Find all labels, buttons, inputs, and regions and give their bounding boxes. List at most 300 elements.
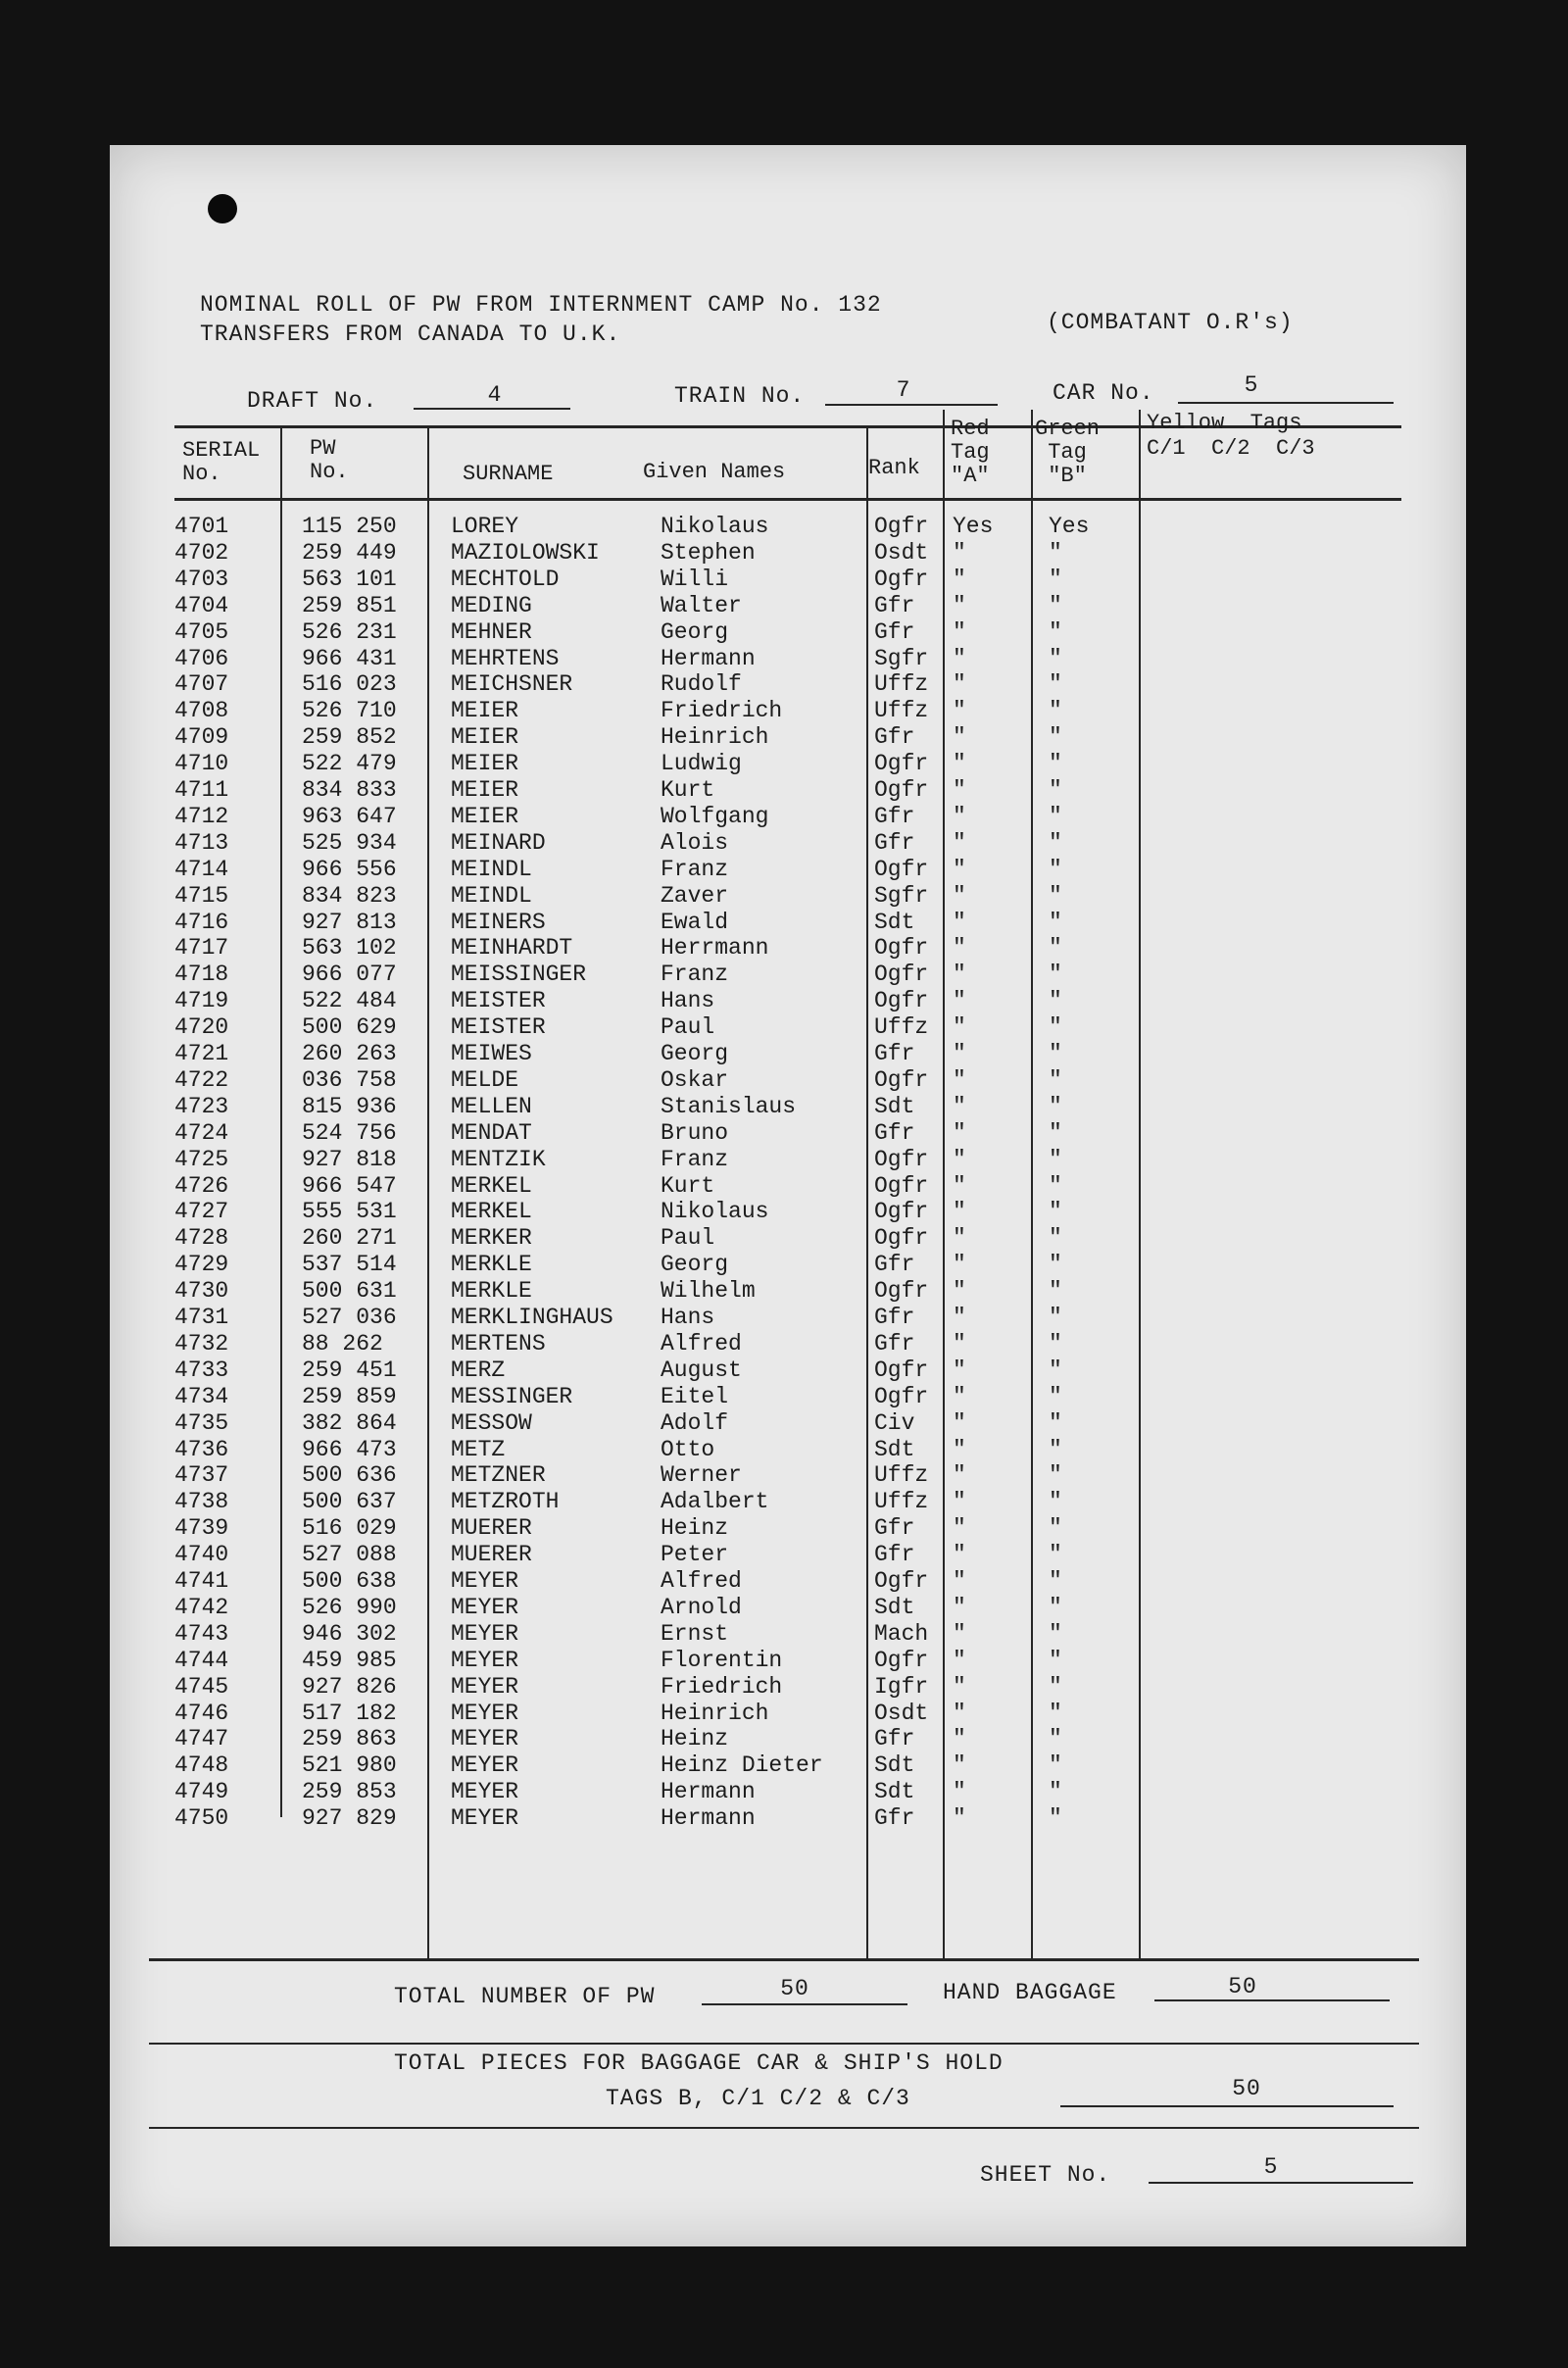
table-row bbox=[110, 1726, 1466, 1752]
rank-cell: Mach bbox=[874, 1620, 929, 1647]
green-tag-cell: " bbox=[1049, 1146, 1062, 1172]
surname-cell: MAZIOLOWSKI bbox=[451, 539, 600, 566]
col-header-yellow-sub: C/1 C/2 C/3 bbox=[1147, 436, 1315, 461]
rank-cell: Uffz bbox=[874, 1014, 929, 1041]
table-row bbox=[110, 698, 1466, 724]
table-row bbox=[110, 935, 1466, 962]
serial-cell: 4715 bbox=[174, 882, 229, 909]
given-names-cell: Eitel bbox=[661, 1383, 729, 1409]
table-row bbox=[110, 1515, 1466, 1542]
rank-cell: Gfr bbox=[874, 724, 915, 751]
sheet-label: SHEET No. bbox=[980, 2162, 1111, 2188]
pw-number-cell: 382 864 bbox=[302, 1409, 397, 1436]
green-tag-cell: " bbox=[1049, 1620, 1062, 1647]
pw-number-cell: 815 936 bbox=[302, 1093, 397, 1119]
red-tag-cell: " bbox=[953, 1330, 966, 1357]
table-row bbox=[110, 1805, 1466, 1832]
table-row bbox=[110, 619, 1466, 646]
given-names-cell: Peter bbox=[661, 1542, 729, 1568]
pw-number-cell: 927 813 bbox=[302, 909, 397, 935]
draft-label: DRAFT No. bbox=[247, 388, 378, 414]
surname-cell: MEYER bbox=[451, 1805, 519, 1832]
given-names-cell: Adolf bbox=[661, 1409, 729, 1436]
table-row bbox=[110, 1225, 1466, 1252]
given-names-cell: Walter bbox=[661, 592, 742, 618]
surname-cell: MEHNER bbox=[451, 618, 532, 645]
given-names-cell: August bbox=[661, 1357, 742, 1383]
table-row bbox=[110, 1621, 1466, 1648]
surname-cell: MERTENS bbox=[451, 1330, 546, 1357]
green-tag-cell: " bbox=[1049, 1357, 1062, 1383]
col-header-rank: Rank bbox=[868, 456, 920, 480]
pw-number-cell: 260 263 bbox=[302, 1041, 397, 1066]
given-names-cell: Georg bbox=[661, 1041, 729, 1066]
surname-cell: MEINDL bbox=[451, 882, 532, 909]
col-header-yellow-tags: Yellow Tags bbox=[1147, 411, 1302, 435]
red-tag-cell: " bbox=[953, 1014, 966, 1041]
table-row bbox=[110, 540, 1466, 567]
table-row bbox=[110, 857, 1466, 883]
total-pieces-label: TOTAL PIECES FOR BAGGAGE CAR & SHIP'S HOLD bbox=[394, 2050, 1004, 2076]
green-tag-cell: " bbox=[1049, 1515, 1062, 1542]
serial-cell: 4721 bbox=[174, 1041, 229, 1066]
serial-cell: 4746 bbox=[174, 1700, 229, 1726]
given-names-cell: Kurt bbox=[661, 1172, 715, 1199]
rank-cell: Gfr bbox=[874, 592, 915, 618]
surname-cell: MEIER bbox=[451, 751, 519, 777]
serial-cell: 4706 bbox=[174, 645, 229, 671]
rank-cell: Sgfr bbox=[874, 645, 929, 671]
rank-cell: Gfr bbox=[874, 1330, 915, 1357]
red-tag-cell: " bbox=[953, 1805, 966, 1832]
green-tag-cell: " bbox=[1049, 1199, 1062, 1225]
given-names-cell: Ludwig bbox=[661, 751, 742, 777]
surname-cell: MELDE bbox=[451, 1066, 519, 1093]
table-row bbox=[110, 962, 1466, 988]
red-tag-cell: " bbox=[953, 1752, 966, 1779]
surname-cell: MUERER bbox=[451, 1542, 532, 1568]
given-names-cell: Hermann bbox=[661, 645, 756, 671]
pw-number-cell: 927 818 bbox=[302, 1146, 397, 1172]
tags-value: 50 bbox=[1232, 2076, 1261, 2101]
given-names-cell: Oskar bbox=[661, 1066, 729, 1093]
serial-cell: 4716 bbox=[174, 909, 229, 935]
pw-number-cell: 963 647 bbox=[302, 803, 397, 829]
green-tag-cell: " bbox=[1049, 698, 1062, 724]
serial-cell: 4730 bbox=[174, 1278, 229, 1305]
red-tag-cell: " bbox=[953, 1146, 966, 1172]
given-names-cell: Hans bbox=[661, 988, 715, 1014]
rank-cell: Civ bbox=[874, 1409, 915, 1436]
pw-number-cell: 500 629 bbox=[302, 1014, 397, 1041]
red-tag-cell: " bbox=[953, 1542, 966, 1568]
serial-cell: 4705 bbox=[174, 618, 229, 645]
surname-cell: MEYER bbox=[451, 1620, 519, 1647]
pw-number-cell: 500 637 bbox=[302, 1489, 397, 1515]
green-tag-cell: " bbox=[1049, 724, 1062, 751]
red-tag-cell: " bbox=[953, 909, 966, 935]
serial-cell: 4728 bbox=[174, 1225, 229, 1252]
train-label: TRAIN No. bbox=[674, 383, 806, 409]
given-names-cell: Franz bbox=[661, 962, 729, 988]
green-tag-cell: " bbox=[1049, 803, 1062, 829]
red-tag-cell: " bbox=[953, 856, 966, 882]
green-tag-cell: " bbox=[1049, 777, 1062, 803]
red-tag-cell: " bbox=[953, 539, 966, 566]
given-names-cell: Florentin bbox=[661, 1647, 783, 1673]
red-tag-cell: " bbox=[953, 592, 966, 618]
given-names-cell: Wolfgang bbox=[661, 803, 769, 829]
green-tag-cell: " bbox=[1049, 1409, 1062, 1436]
red-tag-cell: " bbox=[953, 1489, 966, 1515]
pw-number-cell: 527 088 bbox=[302, 1542, 397, 1568]
rank-cell: Gfr bbox=[874, 618, 915, 645]
table-row bbox=[110, 1357, 1466, 1384]
given-names-cell: Zaver bbox=[661, 882, 729, 909]
surname-cell: MEYER bbox=[451, 1568, 519, 1594]
rank-cell: Ogfr bbox=[874, 566, 929, 592]
surname-cell: MEINHARDT bbox=[451, 935, 573, 962]
serial-cell: 4742 bbox=[174, 1594, 229, 1620]
given-names-cell: Rudolf bbox=[661, 671, 742, 698]
green-tag-cell: " bbox=[1049, 1225, 1062, 1252]
table-row bbox=[110, 751, 1466, 777]
red-tag-cell: " bbox=[953, 1409, 966, 1436]
green-tag-cell: " bbox=[1049, 1568, 1062, 1594]
table-row bbox=[110, 593, 1466, 619]
rank-cell: Ogfr bbox=[874, 856, 929, 882]
table-row bbox=[110, 1437, 1466, 1463]
rank-cell: Gfr bbox=[874, 803, 915, 829]
serial-cell: 4719 bbox=[174, 988, 229, 1014]
given-names-cell: Willi bbox=[661, 566, 729, 592]
given-names-cell: Franz bbox=[661, 1146, 729, 1172]
surname-cell: MEIER bbox=[451, 777, 519, 803]
pw-number-cell: 259 853 bbox=[302, 1779, 397, 1805]
rank-cell: Ogfr bbox=[874, 1066, 929, 1093]
serial-cell: 4711 bbox=[174, 777, 229, 803]
rank-cell: Sdt bbox=[874, 1594, 915, 1620]
serial-cell: 4748 bbox=[174, 1752, 229, 1779]
red-tag-cell: " bbox=[953, 935, 966, 962]
rank-cell: Ogfr bbox=[874, 1172, 929, 1199]
col-header-serial: SERIAL No. bbox=[182, 438, 261, 486]
pw-number-cell: 563 101 bbox=[302, 566, 397, 592]
red-tag-cell: " bbox=[953, 1620, 966, 1647]
serial-cell: 4717 bbox=[174, 935, 229, 962]
rank-cell: Gfr bbox=[874, 1305, 915, 1330]
serial-cell: 4720 bbox=[174, 1014, 229, 1041]
table-row bbox=[110, 1278, 1466, 1305]
green-tag-cell: " bbox=[1049, 962, 1062, 988]
surname-cell: MEISTER bbox=[451, 1014, 546, 1041]
green-tag-cell: " bbox=[1049, 882, 1062, 909]
green-tag-cell: " bbox=[1049, 1542, 1062, 1568]
surname-cell: MEIWES bbox=[451, 1041, 532, 1066]
serial-cell: 4709 bbox=[174, 724, 229, 751]
pw-number-cell: 966 431 bbox=[302, 645, 397, 671]
pw-number-cell: 966 077 bbox=[302, 962, 397, 988]
table-row bbox=[110, 646, 1466, 672]
rank-cell: Uffz bbox=[874, 1489, 929, 1515]
serial-cell: 4727 bbox=[174, 1199, 229, 1225]
rank-cell: Ogfr bbox=[874, 514, 929, 539]
table-row bbox=[110, 1701, 1466, 1727]
rank-cell: Gfr bbox=[874, 1805, 915, 1832]
green-tag-cell: " bbox=[1049, 671, 1062, 698]
given-names-cell: Werner bbox=[661, 1462, 742, 1489]
given-names-cell: Adalbert bbox=[661, 1489, 769, 1515]
rank-cell: Ogfr bbox=[874, 988, 929, 1014]
given-names-cell: Hans bbox=[661, 1305, 715, 1330]
red-tag-cell: " bbox=[953, 1199, 966, 1225]
green-tag-cell: " bbox=[1049, 539, 1062, 566]
rank-cell: Ogfr bbox=[874, 777, 929, 803]
pw-number-cell: 525 934 bbox=[302, 829, 397, 856]
table-row bbox=[110, 777, 1466, 804]
table-row bbox=[110, 724, 1466, 751]
green-tag-cell: " bbox=[1049, 1041, 1062, 1066]
surname-cell: MEYER bbox=[451, 1726, 519, 1752]
red-tag-cell: " bbox=[953, 1172, 966, 1199]
green-tag-cell: " bbox=[1049, 645, 1062, 671]
green-tag-cell: " bbox=[1049, 1673, 1062, 1700]
table-row bbox=[110, 1489, 1466, 1515]
hand-baggage-underline bbox=[1154, 1999, 1390, 2001]
surname-cell: MEIER bbox=[451, 698, 519, 724]
table-row bbox=[110, 830, 1466, 857]
red-tag-cell: " bbox=[953, 1462, 966, 1489]
pw-number-cell: 527 036 bbox=[302, 1305, 397, 1330]
train-value: 7 bbox=[896, 377, 911, 403]
green-tag-cell: " bbox=[1049, 1700, 1062, 1726]
given-names-cell: Nikolaus bbox=[661, 1199, 769, 1225]
serial-cell: 4750 bbox=[174, 1805, 229, 1832]
surname-cell: MESSINGER bbox=[451, 1383, 573, 1409]
category-label: (COMBATANT O.R's) bbox=[1047, 310, 1294, 335]
rank-cell: Gfr bbox=[874, 1515, 915, 1542]
red-tag-cell: " bbox=[953, 724, 966, 751]
green-tag-cell: " bbox=[1049, 1305, 1062, 1330]
serial-cell: 4704 bbox=[174, 592, 229, 618]
pw-number-cell: 524 756 bbox=[302, 1119, 397, 1146]
red-tag-cell: " bbox=[953, 1305, 966, 1330]
surname-cell: MERKLINGHAUS bbox=[451, 1305, 613, 1330]
table-row bbox=[110, 988, 1466, 1014]
rank-cell: Uffz bbox=[874, 1462, 929, 1489]
green-tag-cell: " bbox=[1049, 1066, 1062, 1093]
green-tag-cell: " bbox=[1049, 1278, 1062, 1305]
rank-cell: Ogfr bbox=[874, 962, 929, 988]
surname-cell: MEYER bbox=[451, 1700, 519, 1726]
red-tag-cell: Yes bbox=[953, 514, 994, 539]
pw-number-cell: 516 023 bbox=[302, 671, 397, 698]
rank-cell: Gfr bbox=[874, 1542, 915, 1568]
given-names-cell: Stanislaus bbox=[661, 1093, 797, 1119]
red-tag-cell: " bbox=[953, 1594, 966, 1620]
serial-cell: 4701 bbox=[174, 514, 229, 539]
footer-rule-2 bbox=[149, 2127, 1419, 2129]
pw-number-cell: 500 636 bbox=[302, 1462, 397, 1489]
rank-cell: Sdt bbox=[874, 1093, 915, 1119]
pw-number-cell: 927 826 bbox=[302, 1673, 397, 1700]
surname-cell: MERZ bbox=[451, 1357, 506, 1383]
table-row bbox=[110, 1067, 1466, 1094]
surname-cell: MEISTER bbox=[451, 988, 546, 1014]
surname-cell: METZNER bbox=[451, 1462, 546, 1489]
rank-cell: Ogfr bbox=[874, 1199, 929, 1225]
surname-cell: METZROTH bbox=[451, 1489, 560, 1515]
pw-number-cell: 927 829 bbox=[302, 1805, 397, 1832]
given-names-cell: Alois bbox=[661, 829, 729, 856]
table-row bbox=[110, 1252, 1466, 1278]
pw-number-cell: 526 990 bbox=[302, 1594, 397, 1620]
serial-cell: 4739 bbox=[174, 1515, 229, 1542]
pw-number-cell: 555 531 bbox=[302, 1199, 397, 1225]
red-tag-cell: " bbox=[953, 829, 966, 856]
rank-cell: Gfr bbox=[874, 829, 915, 856]
table-row bbox=[110, 1199, 1466, 1225]
rank-cell: Ogfr bbox=[874, 751, 929, 777]
serial-cell: 4726 bbox=[174, 1172, 229, 1199]
table-row bbox=[110, 1147, 1466, 1173]
surname-cell: MEINDL bbox=[451, 856, 532, 882]
given-names-cell: Heinrich bbox=[661, 1700, 769, 1726]
green-tag-cell: " bbox=[1049, 856, 1062, 882]
given-names-cell: Georg bbox=[661, 618, 729, 645]
red-tag-cell: " bbox=[953, 1647, 966, 1673]
hand-baggage-label: HAND BAGGAGE bbox=[943, 1980, 1117, 2005]
red-tag-cell: " bbox=[953, 1119, 966, 1146]
serial-cell: 4724 bbox=[174, 1119, 229, 1146]
red-tag-cell: " bbox=[953, 803, 966, 829]
given-names-cell: Nikolaus bbox=[661, 514, 769, 539]
rank-cell: Gfr bbox=[874, 1252, 915, 1278]
green-tag-cell: " bbox=[1049, 1647, 1062, 1673]
pw-number-cell: 260 271 bbox=[302, 1225, 397, 1252]
red-tag-cell: " bbox=[953, 988, 966, 1014]
rank-cell: Sdt bbox=[874, 909, 915, 935]
table-row bbox=[110, 1094, 1466, 1120]
table-header-rule bbox=[174, 498, 1401, 501]
rank-cell: Osdt bbox=[874, 1700, 929, 1726]
rank-cell: Ogfr bbox=[874, 1357, 929, 1383]
serial-cell: 4745 bbox=[174, 1673, 229, 1700]
table-row bbox=[110, 1173, 1466, 1200]
serial-cell: 4714 bbox=[174, 856, 229, 882]
red-tag-cell: " bbox=[953, 1726, 966, 1752]
given-names-cell: Ewald bbox=[661, 909, 729, 935]
green-tag-cell: " bbox=[1049, 592, 1062, 618]
serial-cell: 4713 bbox=[174, 829, 229, 856]
red-tag-cell: " bbox=[953, 962, 966, 988]
draft-underline bbox=[414, 408, 570, 410]
table-row bbox=[110, 1674, 1466, 1701]
given-names-cell: Friedrich bbox=[661, 698, 783, 724]
serial-cell: 4732 bbox=[174, 1330, 229, 1357]
train-underline bbox=[825, 404, 998, 406]
green-tag-cell: " bbox=[1049, 909, 1062, 935]
green-tag-cell: " bbox=[1049, 1462, 1062, 1489]
tags-underline bbox=[1060, 2105, 1394, 2107]
red-tag-cell: " bbox=[953, 751, 966, 777]
serial-cell: 4718 bbox=[174, 962, 229, 988]
table-row bbox=[110, 1305, 1466, 1331]
green-tag-cell: " bbox=[1049, 566, 1062, 592]
surname-cell: MELLEN bbox=[451, 1093, 532, 1119]
pw-number-cell: 966 547 bbox=[302, 1172, 397, 1199]
green-tag-cell: " bbox=[1049, 1014, 1062, 1041]
surname-cell: METZ bbox=[451, 1436, 506, 1462]
total-pw-underline bbox=[702, 2003, 907, 2005]
total-pw-value: 50 bbox=[780, 1976, 809, 2001]
table-row bbox=[110, 883, 1466, 910]
red-tag-cell: " bbox=[953, 882, 966, 909]
table-row bbox=[110, 1568, 1466, 1595]
pw-number-cell: 563 102 bbox=[302, 935, 397, 962]
given-names-cell: Paul bbox=[661, 1225, 715, 1252]
rank-cell: Osdt bbox=[874, 539, 929, 566]
surname-cell: MEDING bbox=[451, 592, 532, 618]
green-tag-cell: " bbox=[1049, 1383, 1062, 1409]
red-tag-cell: " bbox=[953, 1515, 966, 1542]
pw-number-cell: 537 514 bbox=[302, 1252, 397, 1278]
pw-number-cell: 500 631 bbox=[302, 1278, 397, 1305]
green-tag-cell: " bbox=[1049, 1594, 1062, 1620]
surname-cell: MEIER bbox=[451, 724, 519, 751]
pw-number-cell: 500 638 bbox=[302, 1568, 397, 1594]
rank-cell: Ogfr bbox=[874, 1146, 929, 1172]
draft-value: 4 bbox=[487, 382, 503, 408]
given-names-cell: Stephen bbox=[661, 539, 756, 566]
red-tag-cell: " bbox=[953, 1700, 966, 1726]
pw-number-cell: 946 302 bbox=[302, 1620, 397, 1647]
table-row bbox=[110, 1120, 1466, 1147]
green-tag-cell: " bbox=[1049, 829, 1062, 856]
given-names-cell: Alfred bbox=[661, 1330, 742, 1357]
given-names-cell: Heinrich bbox=[661, 724, 769, 751]
table-row bbox=[110, 1014, 1466, 1041]
col-header-given: Given Names bbox=[643, 460, 786, 484]
red-tag-cell: " bbox=[953, 698, 966, 724]
rank-cell: Gfr bbox=[874, 1726, 915, 1752]
surname-cell: MENDAT bbox=[451, 1119, 532, 1146]
serial-cell: 4722 bbox=[174, 1066, 229, 1093]
sheet-value: 5 bbox=[1263, 2154, 1279, 2180]
serial-cell: 4737 bbox=[174, 1462, 229, 1489]
sheet-underline bbox=[1149, 2182, 1413, 2184]
table-row bbox=[110, 910, 1466, 936]
table-row bbox=[110, 1384, 1466, 1410]
rank-cell: Ogfr bbox=[874, 1383, 929, 1409]
pw-number-cell: 115 250 bbox=[302, 514, 397, 539]
tags-label: TAGS B, C/1 C/2 & C/3 bbox=[606, 2086, 910, 2111]
green-tag-cell: " bbox=[1049, 1779, 1062, 1805]
col-header-red-tag: Red Tag "A" bbox=[951, 417, 990, 488]
given-names-cell: Hermann bbox=[661, 1779, 756, 1805]
pw-number-cell: 259 451 bbox=[302, 1357, 397, 1383]
pw-number-cell: 516 029 bbox=[302, 1515, 397, 1542]
red-tag-cell: " bbox=[953, 777, 966, 803]
rank-cell: Sdt bbox=[874, 1779, 915, 1805]
surname-cell: MEIER bbox=[451, 803, 519, 829]
red-tag-cell: " bbox=[953, 566, 966, 592]
table-row bbox=[110, 671, 1466, 698]
given-names-cell: Heinz bbox=[661, 1726, 729, 1752]
pw-number-cell: 259 851 bbox=[302, 592, 397, 618]
green-tag-cell: " bbox=[1049, 988, 1062, 1014]
green-tag-cell: " bbox=[1049, 1119, 1062, 1146]
